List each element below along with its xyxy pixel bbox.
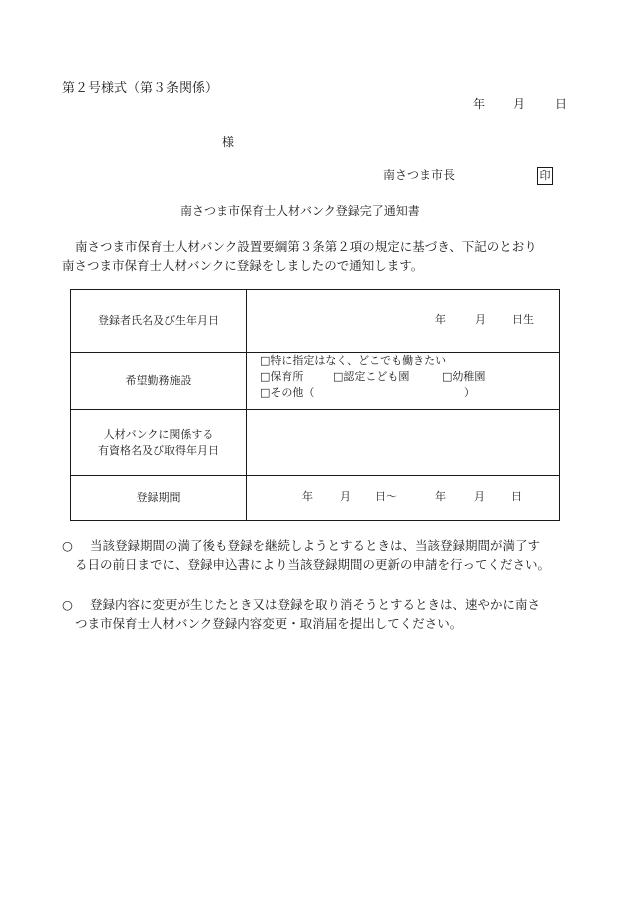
qualification-value-cell[interactable] <box>247 410 560 476</box>
period-value-cell[interactable] <box>247 476 560 521</box>
option-other-close: ） <box>464 386 475 399</box>
option-other-checkbox[interactable]: □その他（ <box>260 386 315 399</box>
date-month: 月 <box>513 97 526 111</box>
note-change-line-2: つま市保育士人材バンク登録内容変更・取消届を提出してください。 <box>75 616 463 631</box>
table-row-period <box>71 476 560 521</box>
note-change <box>62 595 582 635</box>
body-paragraph <box>62 237 582 275</box>
note-bullet: ○ <box>62 597 73 612</box>
birth-day: 日生 <box>512 313 534 326</box>
registrant-value-cell[interactable] <box>247 290 560 353</box>
form-number: 第２号様式（第３条関係） <box>62 81 219 96</box>
option-kodomoen-checkbox[interactable]: □認定こども園 <box>333 370 410 383</box>
note-renewal-line-1: 当該登録期間の満了後も登録を継続しようとするときは、当該登録期間が満了す <box>90 538 541 553</box>
note-renewal-line-2: る日の前日までに、登録申込書により当該登録期間の更新の申請を行ってください。 <box>75 557 551 572</box>
birth-year: 年 <box>435 313 446 326</box>
period-to-year: 年 <box>435 490 446 503</box>
document-title: 南さつま市保育士人材バンク登録完了通知書 <box>180 204 420 218</box>
period-to-day: 日 <box>511 490 522 503</box>
option-kindergarten-checkbox[interactable]: □幼稚園 <box>442 370 486 383</box>
note-change-line-1: 登録内容に変更が生じたとき又は登録を取り消そうとするときは、速やかに南さ <box>90 597 541 612</box>
workplace-options-cell <box>247 353 560 410</box>
period-from-day: 日～ <box>375 490 397 503</box>
qualification-label-line-1: 人材バンクに関係する <box>103 427 214 441</box>
table-row-workplace <box>71 353 560 410</box>
body-line-2: 南さつま市保育士人材バンクに登録をしましたので通知します。 <box>62 258 424 273</box>
table-row-qualification <box>71 410 560 476</box>
issuer-title: 南さつま市長 <box>383 168 456 182</box>
workplace-label: 希望勤務施設 <box>71 353 247 410</box>
option-nursery-checkbox[interactable]: □保育所 <box>260 370 304 383</box>
note-renewal <box>62 536 582 576</box>
note-bullet: ○ <box>62 538 73 553</box>
table-row-registrant <box>71 290 560 353</box>
issue-date <box>470 97 570 113</box>
period-label: 登録期間 <box>71 476 247 521</box>
body-line-1: 南さつま市保育士人材バンク設置要綱第３条第２項の規定に基づき、下記のとおり <box>75 239 537 254</box>
registrant-label: 登録者氏名及び生年月日 <box>71 290 247 353</box>
period-to-month: 月 <box>474 490 485 503</box>
period-from-month: 月 <box>340 490 351 503</box>
period-from-year: 年 <box>302 490 313 503</box>
qualification-label-line-2: 有資格名及び取得年月日 <box>98 443 219 457</box>
qualification-label <box>71 410 247 476</box>
date-year: 年 <box>473 97 486 111</box>
seal-mark: 印 <box>537 167 553 185</box>
recipient-suffix: 様 <box>222 135 235 149</box>
option-any-checkbox[interactable]: □特に指定はなく、どこでも働きたい <box>260 354 447 367</box>
registration-table <box>70 289 560 521</box>
birth-month: 月 <box>475 313 486 326</box>
date-day: 日 <box>555 97 568 111</box>
